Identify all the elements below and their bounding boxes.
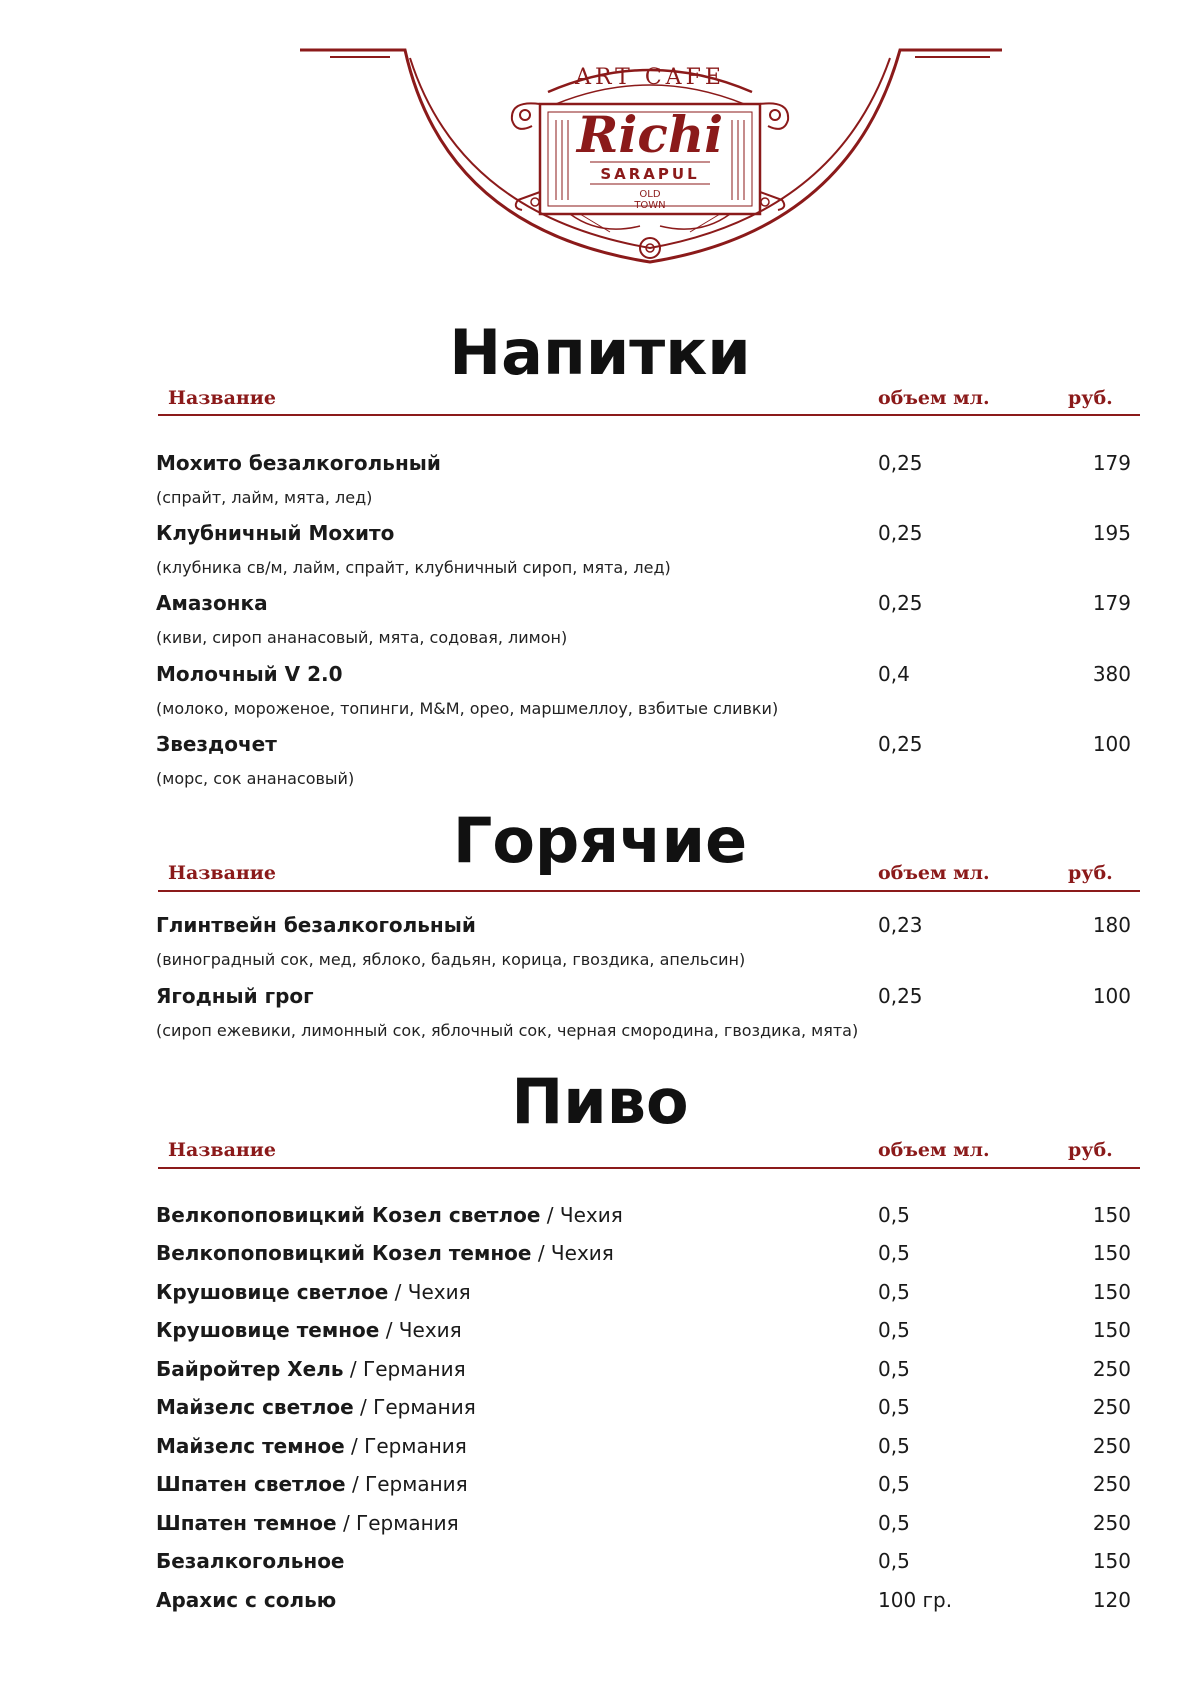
- menu-item: [156, 1277, 1131, 1307]
- menu-item: [156, 1508, 1131, 1538]
- item-volume: 0,5: [878, 1549, 910, 1573]
- logo-top-text: ART CAFE: [575, 65, 725, 90]
- item-origin: / Чехия: [540, 1203, 623, 1227]
- item-name: [156, 1392, 476, 1422]
- menu-item: [156, 1392, 1131, 1422]
- item-volume: 0,5: [878, 1395, 910, 1419]
- item-description: (молоко, мороженое, топинги, M&M, орео, маршмеллоу, взбитые сливки): [156, 699, 779, 718]
- item-volume: 0,5: [878, 1357, 910, 1381]
- column-header-volume: объем мл.: [878, 1139, 990, 1161]
- item-name-text: Шпатен темное: [156, 1511, 337, 1535]
- item-price: 250: [1092, 1395, 1131, 1419]
- item-name-text: Безалкогольное: [156, 1549, 345, 1573]
- item-volume: 0,25: [878, 984, 923, 1008]
- column-header-name: Название: [168, 1139, 276, 1161]
- section-title-drinks: Напитки: [449, 316, 751, 389]
- section-title-hot: Горячие: [452, 804, 748, 877]
- item-volume: 0,5: [878, 1472, 910, 1496]
- item-price: 250: [1092, 1434, 1131, 1458]
- item-name-text: Майзелс светлое: [156, 1395, 354, 1419]
- column-header-price: руб.: [1068, 1139, 1113, 1161]
- item-volume: 0,5: [878, 1241, 910, 1265]
- item-price: 250: [1092, 1357, 1131, 1381]
- item-description: (сироп ежевики, лимонный сок, яблочный сок, черная смородина, гвоздика, мята): [156, 1021, 859, 1040]
- item-price: 150: [1092, 1280, 1131, 1304]
- menu-item: [156, 1238, 1131, 1268]
- column-header-name: Название: [168, 862, 276, 884]
- item-name: [156, 1238, 614, 1268]
- item-origin: / Германия: [353, 1395, 476, 1419]
- menu-item: [156, 981, 1131, 1011]
- item-description: (виноградный сок, мед, яблоко, бадьян, корица, гвоздика, апельсин): [156, 950, 746, 969]
- item-description: (морс, сок ананасовый): [156, 769, 355, 788]
- item-volume: 0,5: [878, 1434, 910, 1458]
- item-name-text: Шпатен светлое: [156, 1472, 346, 1496]
- column-header-volume: объем мл.: [878, 862, 990, 884]
- item-name: Мохито безалкогольный: [156, 451, 441, 475]
- column-header-volume: объем мл.: [878, 387, 990, 409]
- menu-item: [156, 1585, 1131, 1615]
- item-volume: 100 гр.: [878, 1588, 953, 1612]
- logo-name: Richi: [576, 105, 724, 164]
- logo-city: SARAPUL: [600, 165, 700, 183]
- item-volume: 0,5: [878, 1203, 910, 1227]
- item-volume: 0,25: [878, 521, 923, 545]
- menu-item: [156, 1431, 1131, 1461]
- item-name-text: Крушовице темное: [156, 1318, 380, 1342]
- item-price: 179: [1092, 451, 1131, 475]
- item-description: (спрайт, лайм, мята, лед): [156, 488, 373, 507]
- item-price: 150: [1092, 1241, 1131, 1265]
- item-name: Амазонка: [156, 591, 268, 615]
- logo-tagline-1: OLD: [639, 189, 661, 200]
- item-origin: / Германия: [343, 1357, 466, 1381]
- item-name: [156, 1354, 466, 1384]
- menu-item: [156, 659, 1131, 689]
- item-volume: 0,23: [878, 913, 923, 937]
- item-price: 250: [1092, 1472, 1131, 1496]
- item-price: 180: [1092, 913, 1131, 937]
- section-divider: [158, 890, 1140, 892]
- item-name: [156, 1431, 467, 1461]
- item-name: Клубничный Мохито: [156, 521, 395, 545]
- item-name: [156, 1508, 459, 1538]
- item-name-text: Велкопоповицкий Козел светлое: [156, 1203, 541, 1227]
- menu-item: [156, 1200, 1131, 1230]
- item-price: 179: [1092, 591, 1131, 615]
- item-price: 150: [1092, 1203, 1131, 1227]
- logo-tagline-2: TOWN: [634, 200, 666, 211]
- item-name: Ягодный грог: [156, 984, 314, 1008]
- menu-item: [156, 448, 1131, 478]
- menu-item: [156, 588, 1131, 618]
- item-name: Молочный V 2.0: [156, 662, 343, 686]
- item-description: (клубника св/м, лайм, спрайт, клубничный сироп, мята, лед): [156, 558, 671, 577]
- item-name: Звездочет: [156, 732, 277, 756]
- item-price: 195: [1092, 521, 1131, 545]
- item-name: [156, 1277, 471, 1307]
- item-name-text: Велкопоповицкий Козел темное: [156, 1241, 532, 1265]
- menu-item: [156, 910, 1131, 940]
- item-name-text: Крушовице светлое: [156, 1280, 389, 1304]
- item-origin: / Германия: [345, 1472, 468, 1496]
- menu-item: [156, 518, 1131, 548]
- item-origin: / Чехия: [379, 1318, 462, 1342]
- section-divider: [158, 1167, 1140, 1169]
- menu-item: [156, 1469, 1131, 1499]
- menu-item: [156, 1546, 1131, 1576]
- item-volume: 0,25: [878, 732, 923, 756]
- section-title-beer: Пиво: [511, 1065, 689, 1138]
- item-name: [156, 1315, 462, 1345]
- item-price: 100: [1092, 732, 1131, 756]
- column-header-name: Название: [168, 387, 276, 409]
- item-volume: 0,5: [878, 1280, 910, 1304]
- item-price: 100: [1092, 984, 1131, 1008]
- menu-item: [156, 729, 1131, 759]
- item-name: [156, 1469, 468, 1499]
- item-volume: 0,5: [878, 1511, 910, 1535]
- item-name: [156, 1200, 623, 1230]
- item-origin: / Чехия: [531, 1241, 614, 1265]
- item-volume: 0,4: [878, 662, 910, 686]
- item-volume: 0,25: [878, 451, 923, 475]
- item-volume: 0,5: [878, 1318, 910, 1342]
- item-name-text: Арахис с солью: [156, 1588, 337, 1612]
- cafe-logo: [0, 0, 1200, 300]
- item-price: 150: [1092, 1549, 1131, 1573]
- column-header-price: руб.: [1068, 862, 1113, 884]
- item-name: [156, 1585, 336, 1615]
- item-name: Глинтвейн безалкогольный: [156, 913, 476, 937]
- menu-item: [156, 1315, 1131, 1345]
- menu-item: [156, 1354, 1131, 1384]
- column-header-price: руб.: [1068, 387, 1113, 409]
- section-divider: [158, 414, 1140, 416]
- item-volume: 0,25: [878, 591, 923, 615]
- item-price: 120: [1092, 1588, 1131, 1612]
- item-price: 380: [1092, 662, 1131, 686]
- item-price: 150: [1092, 1318, 1131, 1342]
- item-origin: / Германия: [344, 1434, 467, 1458]
- item-name: [156, 1546, 345, 1576]
- item-origin: / Чехия: [388, 1280, 471, 1304]
- item-description: (киви, сироп ананасовый, мята, содовая, лимон): [156, 628, 568, 647]
- item-price: 250: [1092, 1511, 1131, 1535]
- item-name-text: Майзелс темное: [156, 1434, 345, 1458]
- item-origin: / Германия: [336, 1511, 459, 1535]
- item-name-text: Байройтер Хель: [156, 1357, 344, 1381]
